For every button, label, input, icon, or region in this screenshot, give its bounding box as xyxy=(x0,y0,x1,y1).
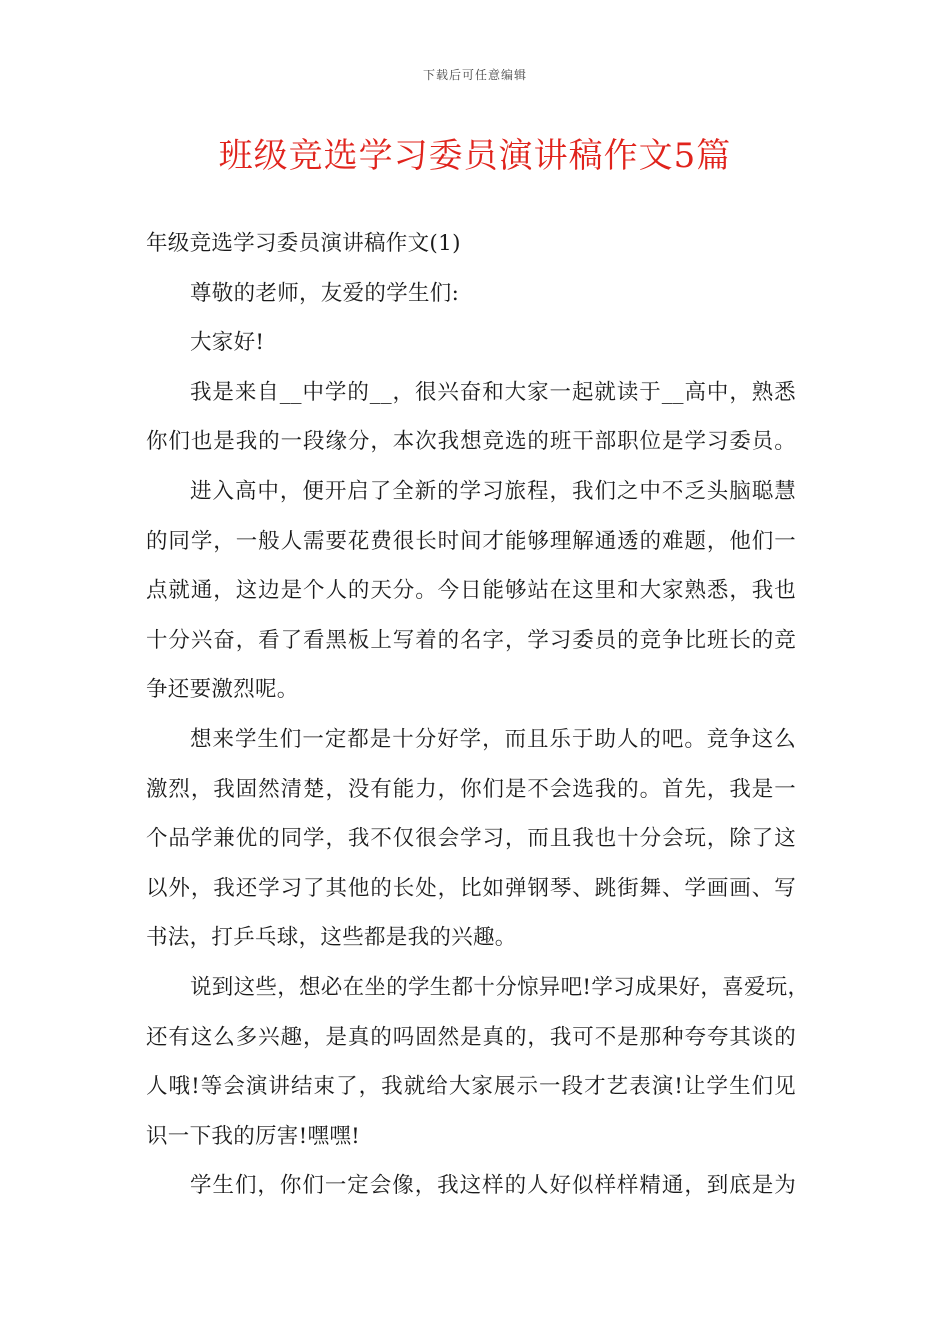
paragraph-line: 进入高中，便开启了全新的学习旅程，我们之中不乏头脑聪慧 xyxy=(190,478,796,504)
document-title: 班级竞选学习委员演讲稿作文5篇 xyxy=(218,136,732,176)
paragraph-line: 人哦!等会演讲结束了，我就给大家展示一段才艺表演!让学生们见 xyxy=(146,1074,796,1100)
paragraph-line: 争还要激烈呢。 xyxy=(146,677,299,703)
document-body xyxy=(146,224,810,1216)
paragraph-line: 点就通，这边是个人的天分。今日能够站在这里和大家熟悉，我也 xyxy=(146,578,796,604)
paragraph-line: 书法，打乒乓球，这些都是我的兴趣。 xyxy=(146,925,517,951)
paragraph-line: 想来学生们一定都是十分好学，而且乐于助人的吧。竞争这么 xyxy=(190,726,796,752)
paragraph-line: 说到这些，想必在坐的学生都十分惊异吧!学习成果好，喜爱玩， xyxy=(190,974,810,1000)
paragraph-line: 我是来自__中学的__，很兴奋和大家一起就读于__高中，熟悉 xyxy=(190,379,796,405)
paragraph-line: 还有这么多兴趣，是真的吗固然是真的，我可不是那种夸夸其谈的 xyxy=(146,1024,796,1050)
paragraph-line: 识一下我的厉害!嘿嘿! xyxy=(146,1123,361,1149)
section-heading: 年级竞选学习委员演讲稿作文(1) xyxy=(146,231,461,256)
paragraph-line: 以外，我还学习了其他的长处，比如弹钢琴、跳街舞、学画画、写 xyxy=(146,875,796,901)
salutation-line: 尊敬的老师，友爱的学生们: xyxy=(190,280,460,306)
paragraph-line: 的同学，一般人需要花费很长时间才能够理解通透的难题，他们一 xyxy=(146,528,796,554)
paragraph-line: 学生们，你们一定会像，我这样的人好似样样精通，到底是为 xyxy=(190,1173,796,1199)
paragraph-line: 你们也是我的一段缘分，本次我想竞选的班干部职位是学习委员。 xyxy=(146,429,796,455)
download-note: 下载后可任意编辑 xyxy=(422,68,527,82)
paragraph-line: 十分兴奋，看了看黑板上写着的名字，学习委员的竞争比班长的竞 xyxy=(146,627,796,653)
paragraph-line: 个品学兼优的同学，我不仅很会学习，而且我也十分会玩，除了这 xyxy=(146,826,796,852)
paragraph-line: 激烈，我固然清楚，没有能力，你们是不会选我的。首先，我是一 xyxy=(146,776,796,802)
greeting-line: 大家好! xyxy=(190,330,265,356)
